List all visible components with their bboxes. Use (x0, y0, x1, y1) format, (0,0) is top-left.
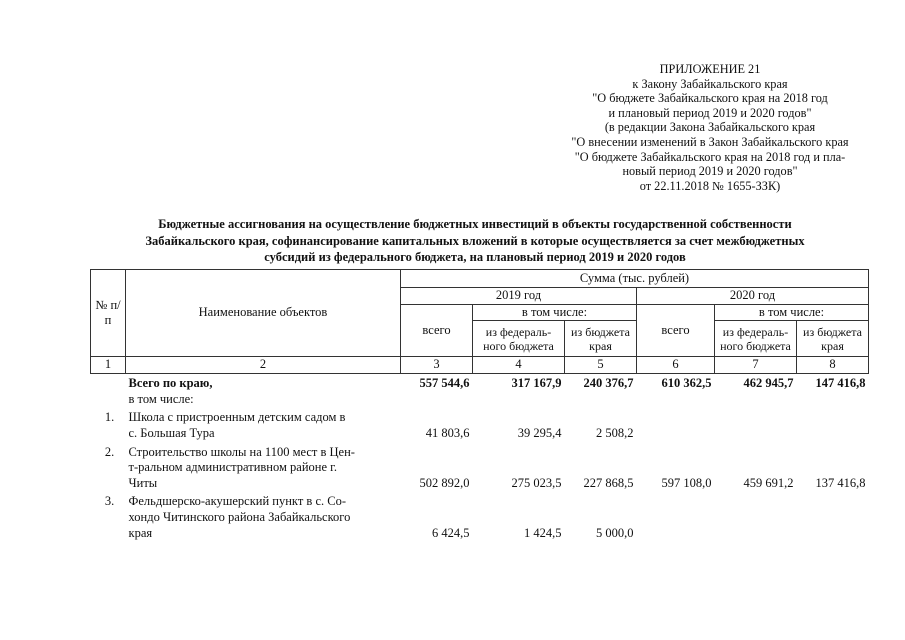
title-line: субсидий из федерального бюджета, на плановый период 2019 и 2020 годов (264, 250, 686, 264)
totals-sublabel: в том числе: (128, 391, 194, 406)
row-2019-federal: 1 424,5 (524, 525, 562, 540)
row-name-line: Фельдшерско-акушерский пункт в с. Со- (128, 494, 346, 509)
header-year-2020: 2020 год (637, 288, 869, 305)
totals-2019-regional: 240 376,7 (583, 376, 634, 391)
row-2019-regional: 5 000,0 (596, 525, 634, 540)
column-number: 1 (91, 357, 126, 374)
header-federal-2020: из федераль-ного бюджета (715, 321, 797, 357)
column-number: 7 (715, 357, 797, 374)
row-2019-federal: 39 295,4 (517, 425, 562, 440)
row-name-line: с. Большая Тура (128, 425, 215, 440)
table-row (91, 407, 869, 441)
row-name-line: Строительство школы на 1100 мест в Цен- (128, 444, 355, 459)
table-row (91, 442, 869, 492)
row-2020-total (637, 491, 715, 541)
column-number: 8 (797, 357, 869, 374)
row-2020-federal (715, 491, 797, 541)
document-title (95, 216, 855, 266)
row-name (126, 442, 401, 492)
column-number: 2 (126, 357, 401, 374)
column-number: 5 (565, 357, 637, 374)
annex-line: "О внесении изменений в Закон Забайкальского края (571, 134, 849, 149)
row-2019-total: 41 803,6 (425, 425, 470, 440)
totals-2019-federal: 317 167,9 (511, 376, 562, 391)
header-regional-2020: из бюджета края (797, 321, 869, 357)
row-2019-federal: 275 023,5 (511, 475, 562, 490)
header-total-2019: всего (401, 304, 473, 357)
table-row (91, 491, 869, 541)
annex-header (545, 62, 875, 193)
row-2020-regional: 137 416,8 (815, 475, 866, 490)
column-number: 3 (401, 357, 473, 374)
row-2020-total: 597 108,0 (661, 475, 712, 490)
annex-line: и плановый период 2019 и 2020 годов" (608, 105, 812, 120)
annex-line: (в редакции Закона Забайкальского края (604, 120, 816, 135)
title-line: Бюджетные ассигнования на осуществление бюджетных инвестиций в объекты государственной собственности (158, 217, 792, 231)
header-num: № п/п (91, 270, 126, 357)
row-2020-total (637, 407, 715, 441)
totals-2020-total: 610 362,5 (661, 376, 712, 391)
totals-2020-regional: 147 416,8 (815, 376, 866, 391)
header-including-2019: в том числе: (473, 304, 637, 321)
row-2020-regional (797, 491, 869, 541)
row-2019-regional: 227 868,5 (583, 475, 634, 490)
annex-line: новый период 2019 и 2020 годов" (622, 164, 798, 179)
row-2019-total: 502 892,0 (419, 475, 470, 490)
header-including-2020: в том числе: (715, 304, 869, 321)
row-number: 1. (104, 410, 115, 425)
row-name-line: Школа с пристроенным детским садом в (128, 410, 346, 425)
totals-row (91, 374, 869, 408)
row-name-line: т-ральном административном районе г. (128, 460, 337, 475)
title-line: Забайкальского края, софинансирование капитальных вложений в которые осуществляется за счет межбюджетных (145, 233, 805, 248)
totals-label: Всего по краю, (128, 376, 213, 391)
row-name-line: хондо Читинского района Забайкальского (128, 509, 351, 524)
annex-line: "О бюджете Забайкальского края на 2018 год (592, 91, 828, 106)
row-number: 2. (104, 444, 115, 459)
row-name (126, 491, 401, 541)
header-name: Наименование объектов (126, 270, 401, 357)
column-number: 6 (637, 357, 715, 374)
header-regional-2019: из бюджета края (565, 321, 637, 357)
row-2020-federal (715, 407, 797, 441)
annex-line: "О бюджете Забайкальского края на 2018 год и пла- (574, 149, 846, 164)
annex-line: от 22.11.2018 № 1655-ЗЗК) (639, 178, 781, 193)
row-name (126, 407, 401, 441)
column-number: 4 (473, 357, 565, 374)
row-name-line: Читы (128, 475, 158, 490)
row-2020-regional (797, 407, 869, 441)
header-federal-2019: из федераль-ного бюджета (473, 321, 565, 357)
totals-2020-federal: 462 945,7 (743, 376, 794, 391)
row-2020-federal: 459 691,2 (743, 475, 794, 490)
header-sum: Сумма (тыс. рублей) (401, 270, 869, 288)
header-year-2019: 2019 год (401, 288, 637, 305)
row-number: 3. (104, 494, 115, 509)
annex-title: ПРИЛОЖЕНИЕ 21 (659, 62, 761, 76)
budget-table (90, 269, 869, 541)
row-name-line: края (128, 525, 153, 540)
row-2019-regional: 2 508,2 (596, 425, 634, 440)
header-total-2020: всего (637, 304, 715, 357)
row-2019-total: 6 424,5 (432, 525, 470, 540)
annex-line: к Закону Забайкальского края (632, 76, 788, 91)
totals-2019-total: 557 544,6 (419, 376, 470, 391)
